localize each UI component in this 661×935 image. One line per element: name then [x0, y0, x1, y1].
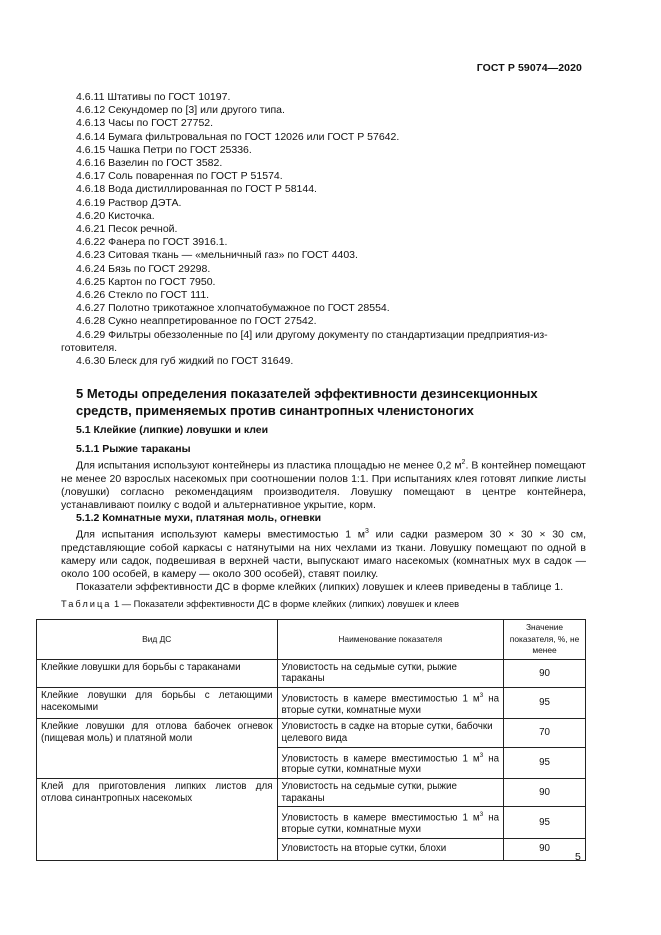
list-item: 4.6.22 Фанера по ГОСТ 3916.1. [76, 236, 228, 249]
section-5-heading: 5 Методы определения показателей эффективности дезинсекционных средств, применяемых против синантропных членистоногих [76, 386, 538, 418]
table-row [37, 747, 586, 778]
value-cell: 95 [504, 687, 586, 718]
list-item: 4.6.13 Часы по ГОСТ 27752. [76, 117, 214, 130]
kind-cell: Клейкие ловушки для отлова бабочек огневок (пищевая моль) и платяной моли [37, 719, 278, 747]
list-item: 4.6.27 Полотно трикотажное хлопчатобумажное по ГОСТ 28554. [76, 302, 390, 315]
indicator-cell: Уловистость в камере вместимостью 1 $м^3$ на вторые сутки, комнатные мухи [277, 687, 504, 718]
paragraph-flies: Для испытания используют камеры вместимостью 1 $м^3$ или садки размером 30 × 30 × 30 см, представляющие собой каркасы с натянутыми на них чехлами из ткани. Ловушку помещают по одной в камеру или садок, подвешивая в верхней части, выпускают имаго насекомых (комнатных мух в садок — около 100 особей, в камеру — около 300 особей), ставят поилку. [61, 528, 586, 580]
list-item: 4.6.24 Бязь по ГОСТ 29298. [76, 262, 211, 275]
table-caption: Таблица 1 — Показатели эффективности ДС в форме клейких (липких) ловушек и клеев [61, 599, 460, 609]
section-5-1-2-heading: 5.1.2 Комнатные мухи, платяная моль, огневки [76, 511, 322, 524]
paragraph-cockroaches: Для испытания используют контейнеры из пластика площадью не менее 0,2 $м^2$. В контейнер помещают не менее 20 взрослых насекомых при соотношении полов 1:1. При испытаниях клея готовят липкие листы (ловушки) согласно рекомендациям производителя. Ловушку помещают в центре контейнера, устанавливают поилку с водой и альтернативное укрытие, корм. [61, 459, 586, 511]
document-id: ГОСТ Р 59074—2020 [476, 62, 582, 74]
list-item: 4.6.29 Фильтры обеззоленные по [4] или другому документу по стандартизации предприятия-из- [76, 328, 548, 341]
column-header: Наименование показателя [277, 620, 504, 660]
indicator-cell: Уловистость на седьмые сутки, рыжие тараканы [277, 779, 504, 807]
list-item: 4.6.23 Ситовая ткань — «мельничный газ» по ГОСТ 4403. [76, 249, 358, 262]
list-item: 4.6.25 Картон по ГОСТ 7950. [76, 275, 216, 288]
value-cell: 95 [504, 747, 586, 778]
value-cell: 90 [504, 779, 586, 807]
indicator-cell: Уловистость в садке на вторые сутки, бабочки целевого вида [277, 719, 504, 747]
section-5-1-body [61, 443, 586, 594]
section-5-1-heading: 5.1 Клейкие (липкие) ловушки и клеи [76, 424, 269, 436]
table-row [37, 719, 586, 747]
list-item: 4.6.18 Вода дистиллированная по ГОСТ Р 58144. [76, 183, 317, 196]
table-row [37, 687, 586, 718]
table-row [37, 659, 586, 687]
value-cell: 90 [504, 659, 586, 687]
list-item: 4.6.19 Раствор ДЭТА. [76, 196, 182, 209]
list-item: 4.6.16 Вазелин по ГОСТ 3582. [76, 157, 223, 170]
list-item: 4.6.17 Соль поваренная по ГОСТ Р 51574. [76, 170, 283, 183]
value-cell: 70 [504, 719, 586, 747]
section-5-1-1-heading: 5.1.1 Рыжие тараканы [76, 443, 191, 455]
kind-cell: Клейкие ловушки для борьбы с тараканами [37, 659, 278, 687]
list-item: 4.6.20 Кисточка. [76, 209, 155, 222]
list-item: 4.6.14 Бумага фильтровальная по ГОСТ 12026 или ГОСТ Р 57642. [76, 130, 400, 143]
indicator-cell: Уловистость на седьмые сутки, рыжие тараканы [277, 659, 504, 687]
paragraph-table-ref: Показатели эффективности ДС в форме клейких (липких) ловушек и клеев приведены в таблице 1. [76, 580, 564, 593]
kind-cell: Клей для приготовления липких листов для отлова синантропных насекомых [37, 779, 278, 861]
list-item: 4.6.12 Секундомер по [3] или другого типа. [76, 104, 285, 117]
list-item: 4.6.11 Штативы по ГОСТ 10197. [76, 91, 231, 103]
indicator-cell: Уловистость на вторые сутки, блохи [277, 838, 504, 860]
kind-cell [37, 747, 278, 778]
value-cell: 90 [504, 838, 586, 860]
table-row [37, 779, 586, 807]
kind-cell: Клейкие ловушки для борьбы с летающими насекомыми [37, 687, 278, 718]
efficiency-table [36, 619, 586, 861]
table-header-row [37, 620, 586, 660]
list-item: 4.6.30 Блеск для губ жидкий по ГОСТ 31649. [76, 355, 294, 368]
page-number: 5 [575, 851, 581, 863]
list-item-continuation: готовителя. [61, 341, 118, 354]
column-header: Вид ДС [37, 620, 278, 660]
indicator-cell: Уловистость в камере вместимостью 1 $м^3$ на вторые сутки, комнатные мухи [277, 747, 504, 778]
list-item: 4.6.15 Чашка Петри по ГОСТ 25336. [76, 143, 252, 156]
value-cell: 95 [504, 807, 586, 838]
list-item: 4.6.28 Сукно неаппретированное по ГОСТ 27542. [76, 315, 317, 328]
list-item: 4.6.21 Песок речной. [76, 223, 178, 236]
list-item: 4.6.26 Стекло по ГОСТ 111. [76, 289, 210, 302]
indicator-cell: Уловистость в камере вместимостью 1 $м^3$ на вторые сутки, комнатные мухи [277, 807, 504, 838]
column-header: Значение показателя, %, не менее [504, 620, 586, 660]
equipment-list [61, 91, 586, 368]
